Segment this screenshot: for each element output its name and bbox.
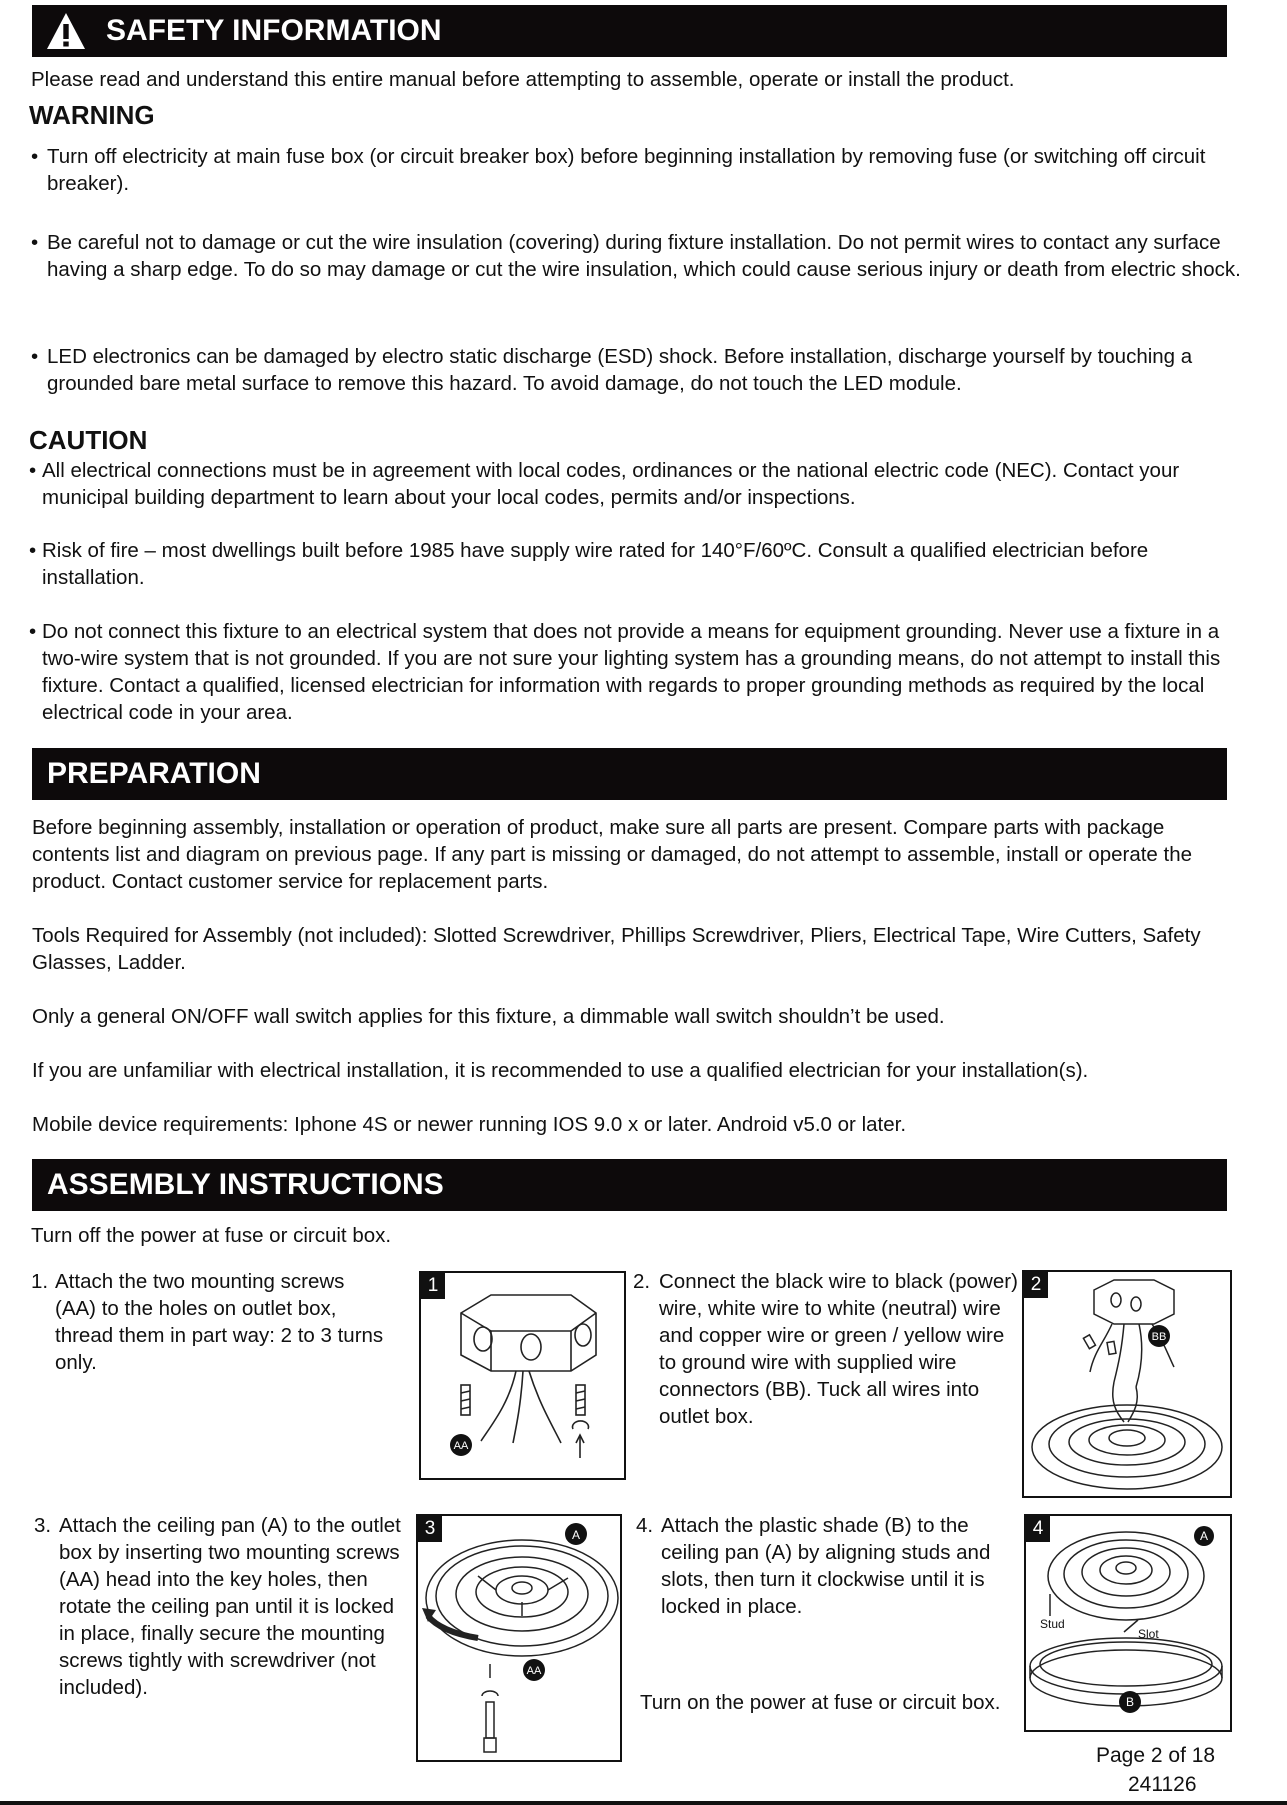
step-text: Connect the black wire to black (power) wire, white wire to white (neutral) wire and copper wire or green / yellow wire to ground wire with supplied wire connectors (BB). Tuck all wires into outlet box. [659,1270,1018,1428]
step-3 [34,1512,414,1701]
assembly-title: ASSEMBLY INSTRUCTIONS [47,1168,444,1201]
figure-4 [1024,1514,1232,1732]
figure-number: 1 [421,1273,445,1299]
caution-text: Risk of fire – most dwellings built before 1985 have supply wire rated for 140°F/60ºC. Consult a qualified electrician before installation. [42,539,1149,589]
figure-1 [419,1271,626,1480]
step-2 [633,1268,1023,1430]
preparation-paragraph: Tools Required for Assembly (not included): Slotted Screwdriver, Phillips Screwdriver, Pliers, Electrical Tape, Wire Cutters, Safety Glasses, Ladder. [32,924,1201,974]
warning-item [31,343,1247,397]
figure-2 [1022,1270,1232,1498]
safety-title: SAFETY INFORMATION [106,14,442,47]
preparation-paragraph: If you are unfamiliar with electrical installation, it is recommended to use a qualified electrician for your installation(s). [32,1059,1089,1082]
step-4 [636,1512,1016,1620]
warning-icon [46,12,86,50]
safety-intro: Please read and understand this entire manual before attempting to assemble, operate or install the product. [31,68,1015,91]
caution-text: Do not connect this fixture to an electrical system that does not provide a means for equipment grounding. Never use a fixture in a two-wire system that is not grounded. If you are not sure your lighting system has a grounding means, do not attempt to install this fixture. Contact a qualified, licensed electrician for information with regards to proper grounding methods as required by the local electrical code in your area. [42,620,1221,724]
document-code: 241126 [1128,1773,1197,1796]
bullet: • [31,145,39,168]
bullet: • [31,231,39,254]
step-number: 1. [31,1270,49,1293]
assembly-intro: Turn off the power at fuse or circuit box. [31,1224,392,1247]
callout-A: A [1199,1529,1209,1543]
warning-item [31,143,1257,197]
page-number: Page 2 of 18 [1096,1744,1216,1767]
step-number: 4. [636,1514,654,1537]
bullet: • [29,539,37,562]
warning-text: LED electronics can be damaged by electro static discharge (ESD) shock. Before installation, discharge yourself by touching a grounded bare metal surface to remove this hazard. To avoid damage, do not touch the LED module. [47,345,1193,395]
preparation-paragraph: Before beginning assembly, installation or operation of product, make sure all parts are present. Compare parts with package contents list and diagram on previous page. If any part is missing or damaged, do not attempt to assemble, install or operate the product. Contact customer service for replacement parts. [32,816,1193,893]
caution-item [29,457,1232,511]
slot-label: Slot [1138,1627,1159,1641]
preparation-title: PREPARATION [47,757,261,790]
step-number: 3. [34,1514,52,1537]
callout-BB: BB [1151,1331,1167,1343]
step-number: 2. [633,1270,651,1293]
warning-text: Be careful not to damage or cut the wire insulation (covering) during fixture installation. Do not permit wires to contact any surface having a sharp edge. To do so may damage or cut the wire insulation, which could cause serious injury or death from electric shock. [47,231,1241,281]
shade-illustration [1026,1516,1230,1730]
warning-heading: WARNING [29,100,155,130]
safety-banner [32,5,1227,57]
ceiling-pan-illustration [418,1516,620,1760]
warning-item [31,229,1247,283]
callout-A: A [571,1528,581,1542]
preparation-paragraph: Mobile device requirements: Iphone 4S or newer running IOS 9.0 x or later. Android v5.0 or later. [32,1113,907,1136]
assembly-outro: Turn on the power at fuse or circuit box. [640,1691,1001,1714]
figure-number: 3 [418,1516,442,1542]
step-1 [31,1268,391,1376]
bullet: • [29,459,37,482]
caution-item [29,618,1247,726]
step-text: Attach the plastic shade (B) to the ceiling pan (A) by aligning studs and slots, then turn it clockwise until it is locked in place. [661,1514,991,1618]
outlet-box-illustration [421,1273,624,1478]
figure-number: 2 [1024,1272,1048,1298]
caution-text: All electrical connections must be in agreement with local codes, ordinances or the national electric code (NEC). Contact your municipal building department to learn about your local codes, permits and/or inspections. [42,459,1180,509]
caution-item [29,537,1232,591]
warning-text: Turn off electricity at main fuse box (or circuit breaker box) before beginning installation by removing fuse (or switching off circuit breaker). [47,145,1206,195]
assembly-banner [32,1159,1227,1211]
step-text: Attach the two mounting screws (AA) to the holes on outlet box, thread them in part way: 2 to 3 turns only. [55,1270,384,1374]
preparation-paragraph: Only a general ON/OFF wall switch applies for this fixture, a dimmable wall switch shouldn’t be used. [32,1005,945,1028]
wiring-illustration [1024,1272,1230,1496]
caution-heading: CAUTION [29,425,148,455]
callout-AA: AA [526,1665,542,1677]
step-text: Attach the ceiling pan (A) to the outlet box by inserting two mounting screws (AA) head into the key holes, then rotate the ceiling pan until it is locked in place, finally secure the mounting screws tightly with screwdriver (not included). [59,1514,401,1699]
callout-AA: AA [453,1440,469,1452]
stud-label: Stud [1040,1617,1065,1631]
bottom-rule [0,1801,1287,1805]
preparation-banner [32,748,1227,800]
figure-3 [416,1514,622,1762]
figure-number: 4 [1026,1516,1050,1542]
callout-B: B [1125,1695,1135,1709]
bullet: • [31,345,39,368]
bullet: • [29,620,37,643]
